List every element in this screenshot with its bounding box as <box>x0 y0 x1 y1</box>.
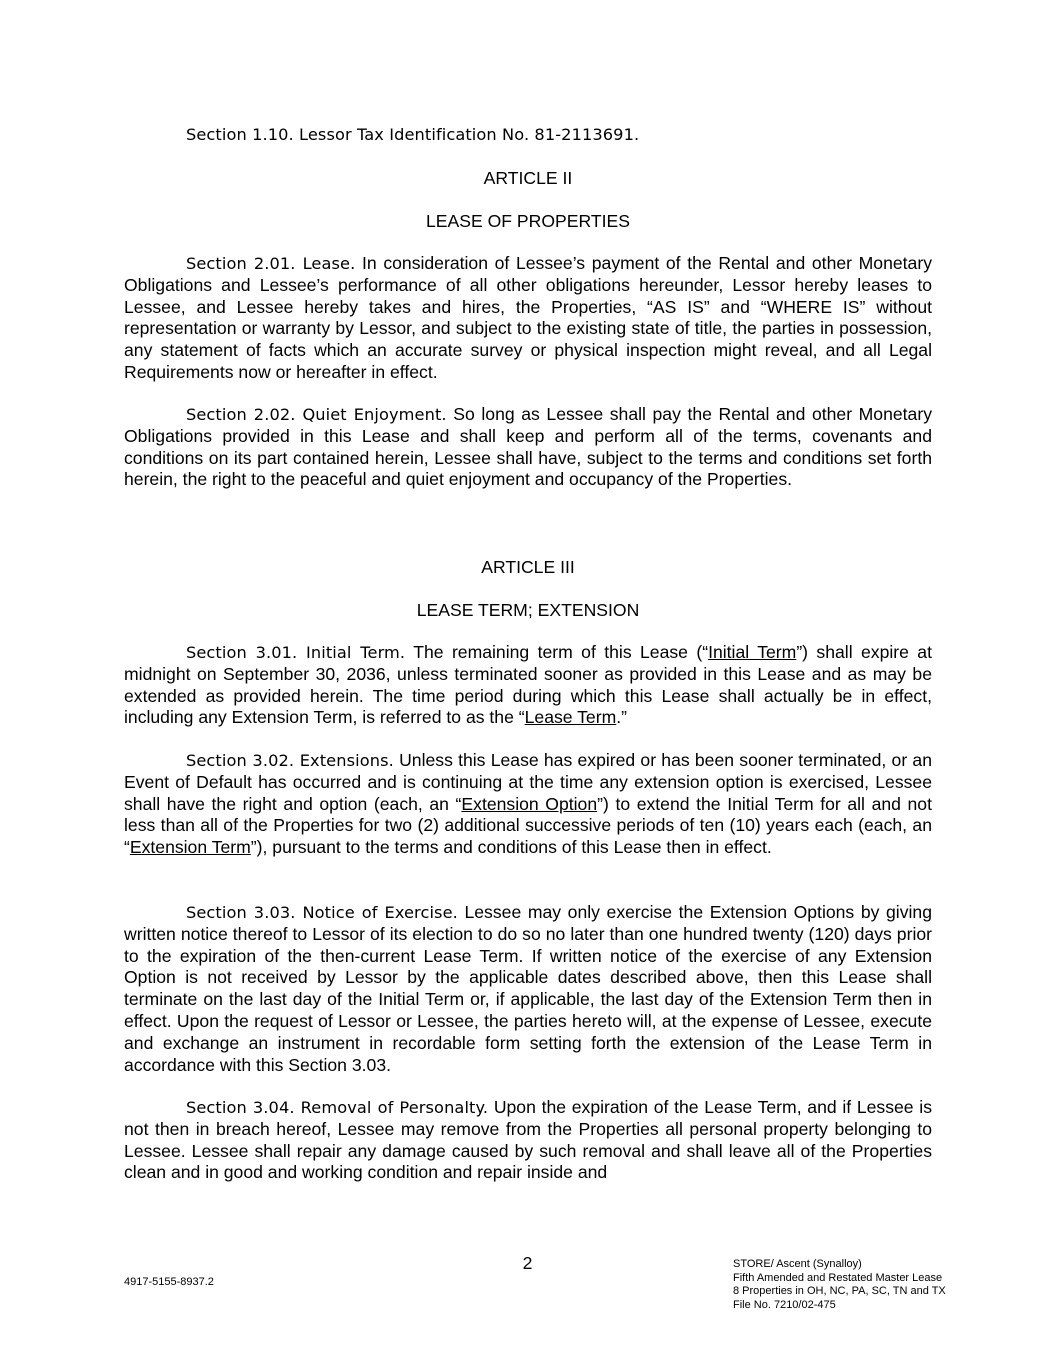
document-id: 4917-5155-8937.2 <box>124 1276 214 1288</box>
section-3-01-text-b: ”) shall expire at midnight on September 30, 2036, unless terminated sooner as provided in this Lease and as may be extended as provided herein. The time period during which this Lease shall actually be in effect, including any Extension Term, is referred to as the “ <box>124 642 932 728</box>
article-3-number: ARTICLE III <box>481 557 575 577</box>
section-1-10-caption: Section 1.10. Lessor Tax Identification No. 81-2113691. <box>186 125 640 144</box>
footer-line-3: 8 Properties in OH, NC, PA, SC, TN and TX <box>733 1285 946 1298</box>
defined-term-extension-term: Extension Term <box>129 837 251 858</box>
article-2-number: ARTICLE II <box>483 168 573 188</box>
defined-term-lease-term: Lease Term <box>524 707 617 728</box>
section-3-01-caption: Section 3.01. Initial Term. <box>186 643 406 662</box>
section-3-02 <box>124 750 932 859</box>
section-3-04-caption: Section 3.04. Removal of Personalty. <box>186 1098 489 1117</box>
defined-term-extension-option: Extension Option <box>461 793 598 814</box>
section-3-04-text: Upon the expiration of the Lease Term, and if Lessee is not then in breach hereof, Lessee may remove from the Properties all personal property belonging to Lessee. Lessee shall repair any damage caused by such removal and shall leave all of the Properties clean and in good and working condition and repair inside and <box>124 1097 932 1183</box>
section-3-01-text-a: The remaining term of this Lease (“ <box>405 642 709 662</box>
section-3-02-caption: Section 3.02. Extensions. <box>186 751 394 770</box>
section-2-01 <box>124 253 932 384</box>
section-2-02 <box>124 404 932 491</box>
section-2-01-text: In consideration of Lessee’s payment of the Rental and other Monetary Obligations and Lessee’s performance of all other obligations hereunder, Lessor hereby leases to Lessee, and Lessee hereby takes and hires, the Properties, “AS IS” and “WHERE IS” without representation or warranty by Lessor, and subject to the existing state of title, the parties in possession, any statement of facts which an accurate survey or physical inspection might reveal, and all Legal Requirements now or hereafter in effect. <box>124 253 932 382</box>
section-3-01 <box>124 642 932 729</box>
footer-line-2: Fifth Amended and Restated Master Lease <box>733 1271 943 1284</box>
footer-file-info <box>733 1258 946 1312</box>
section-1-10 <box>124 124 932 146</box>
footer-line-1: STORE/ Ascent (Synalloy) <box>733 1258 862 1270</box>
footer-line-4: File No. 7210/02-475 <box>733 1298 836 1311</box>
section-3-04 <box>124 1097 932 1184</box>
article-3-title: LEASE TERM; EXTENSION <box>416 600 640 620</box>
section-3-02-text-b: ”) to extend the Initial Term for all and not less than all of the Properties for two (2) additional successive periods of ten (10) years each (each, an “ <box>124 793 932 858</box>
section-2-01-caption: Section 2.01. Lease. <box>186 254 356 273</box>
defined-term-initial-term: Initial Term <box>708 642 797 662</box>
section-3-03 <box>124 902 932 1076</box>
section-3-03-text: Lessee may only exercise the Extension Options by giving written notice thereof to Lessor of its election to do so no later than one hundred twenty (120) days prior to the expiration of the then-current Lease Term. If written notice of the exercise of any Extension Option is not received by Lessor by the applicable dates described above, then this Lease shall terminate on the last day of the Initial Term or, if applicable, the last day of the Extension Term then in effect. Upon the request of Lessor or Lessee, the parties hereto will, at the expense of Lessee, execute and exchange an instrument in recordable form setting forth the extension of the Lease Term in accordance with this Section 3.03. <box>124 902 932 1075</box>
section-3-02-text-c: ”), pursuant to the terms and conditions of this Lease then in effect. <box>250 837 772 858</box>
page-number: 2 <box>522 1253 533 1273</box>
section-2-02-caption: Section 2.02. Quiet Enjoyment. <box>186 405 447 424</box>
section-2-02-text: So long as Lessee shall pay the Rental and other Monetary Obligations provided in this Lease and shall keep and perform all of the terms, covenants and conditions on its part contained herein, Lessee shall have, subject to the terms and conditions set forth herein, the right to the peaceful and quiet enjoyment and occupancy of the Properties. <box>124 404 932 490</box>
article-2-title: LEASE OF PROPERTIES <box>425 211 631 231</box>
section-3-02-text-a: Unless this Lease has expired or has been sooner terminated, or an Event of Default has occurred and is continuing at the time any extension option is exercised, Lessee shall have the right and option (each, an “ <box>124 750 932 814</box>
section-3-01-text-c: .” <box>616 707 627 728</box>
section-3-03-caption: Section 3.03. Notice of Exercise. <box>186 903 458 922</box>
